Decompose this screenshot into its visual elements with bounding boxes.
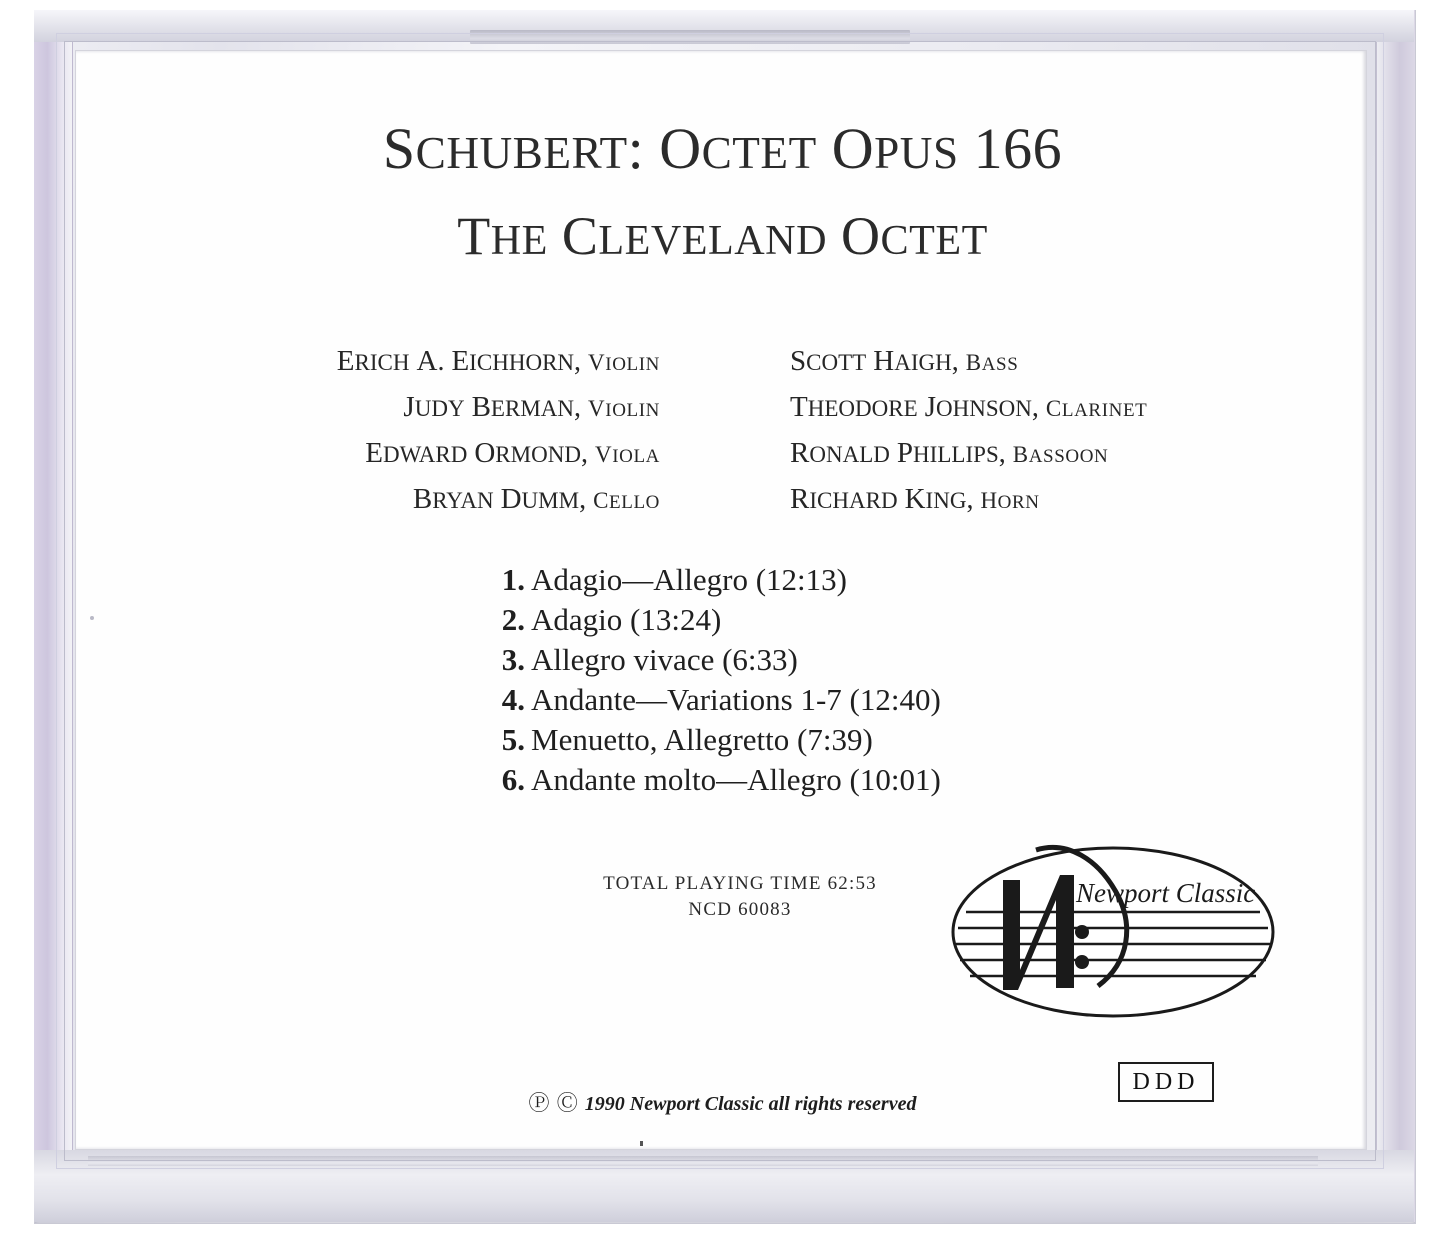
performer-row: [180, 386, 660, 432]
track-number: 2.: [501, 602, 525, 637]
performer-column-left: [180, 340, 680, 524]
track-row: [495, 720, 941, 760]
paper-mark: [640, 1141, 643, 1146]
track-title: Andante—Variations 1-7 (12:40): [531, 682, 941, 717]
album-title-line-1: [0, 115, 1445, 182]
performer-list: [180, 340, 1270, 524]
performer-instrument: VIOLIN: [588, 350, 660, 375]
track-listing: [495, 560, 941, 800]
performer-name: ERICH A. EICHHORN,: [336, 345, 582, 377]
performer-instrument: BASSOON: [1012, 442, 1109, 467]
newport-classic-logo: [948, 820, 1278, 1045]
track-row: [495, 560, 941, 600]
performer-instrument: VIOLA: [594, 442, 660, 467]
track-number: 1.: [501, 562, 525, 597]
performer-column-right: [760, 340, 1270, 524]
performer-instrument: BASS: [965, 350, 1019, 375]
performer-name: EDWARD ORMOND,: [365, 437, 588, 469]
performer-instrument: CLARINET: [1045, 396, 1148, 421]
performer-row: [180, 432, 660, 478]
copyright-marks: Ⓟ Ⓒ: [528, 1091, 579, 1115]
performer-name: BRYAN DUMM,: [412, 483, 587, 515]
track-number: 3.: [501, 642, 525, 677]
performer-name: JUDY BERMAN,: [403, 391, 582, 423]
plastic-speck: [90, 616, 94, 620]
performer-instrument: CELLO: [593, 488, 660, 513]
case-top-notch: [470, 30, 910, 44]
performer-row: [790, 478, 1270, 524]
performer-name: SCOTT HAIGH,: [790, 345, 959, 377]
track-row: [495, 600, 941, 640]
track-title: Menuetto, Allegretto (7:39): [531, 722, 873, 757]
case-right-edge: [1376, 10, 1415, 1222]
performer-name: THEODORE JOHNSON,: [790, 391, 1039, 423]
performer-row: [790, 386, 1270, 432]
case-bottom-notch: [88, 1156, 1318, 1166]
label-name-text: Newport Classic: [1076, 878, 1256, 908]
total-time-block: [480, 873, 1000, 921]
track-title: Adagio—Allegro (12:13): [531, 562, 847, 597]
track-row: [495, 640, 941, 680]
performer-row: [180, 340, 660, 386]
album-title-line-1-text: SCHUBERT: OCTET OPUS 166: [382, 116, 1063, 181]
performer-row: [790, 432, 1270, 478]
track-row: [495, 760, 941, 800]
performer-instrument: VIOLIN: [588, 396, 660, 421]
performer-row: [180, 478, 660, 524]
copyright-line: [0, 1087, 1445, 1117]
track-row: [495, 680, 941, 720]
performer-name: RICHARD KING,: [790, 483, 974, 515]
catalog-number: NCD 60083: [688, 899, 792, 920]
album-title-line-2: [0, 205, 1445, 267]
case-left-edge: [34, 10, 73, 1222]
logo-oval-icon: [948, 820, 1278, 1045]
performer-instrument: HORN: [980, 488, 1040, 513]
track-title: Andante molto—Allegro (10:01): [531, 762, 941, 797]
album-title-line-2-text: THE CLEVELAND OCTET: [457, 206, 988, 266]
ddd-code-text: DDD: [1132, 1068, 1200, 1095]
copyright-text: 1990 Newport Classic all rights reserved: [584, 1093, 917, 1115]
total-playing-time: TOTAL PLAYING TIME 62:53: [603, 873, 877, 894]
track-number: 5.: [501, 722, 525, 757]
performer-row: [790, 340, 1270, 386]
track-number: 4.: [501, 682, 525, 717]
track-title: Adagio (13:24): [531, 602, 722, 637]
track-title: Allegro vivace (6:33): [531, 642, 798, 677]
track-number: 6.: [501, 762, 525, 797]
performer-name: RONALD PHILLIPS,: [790, 437, 1006, 469]
